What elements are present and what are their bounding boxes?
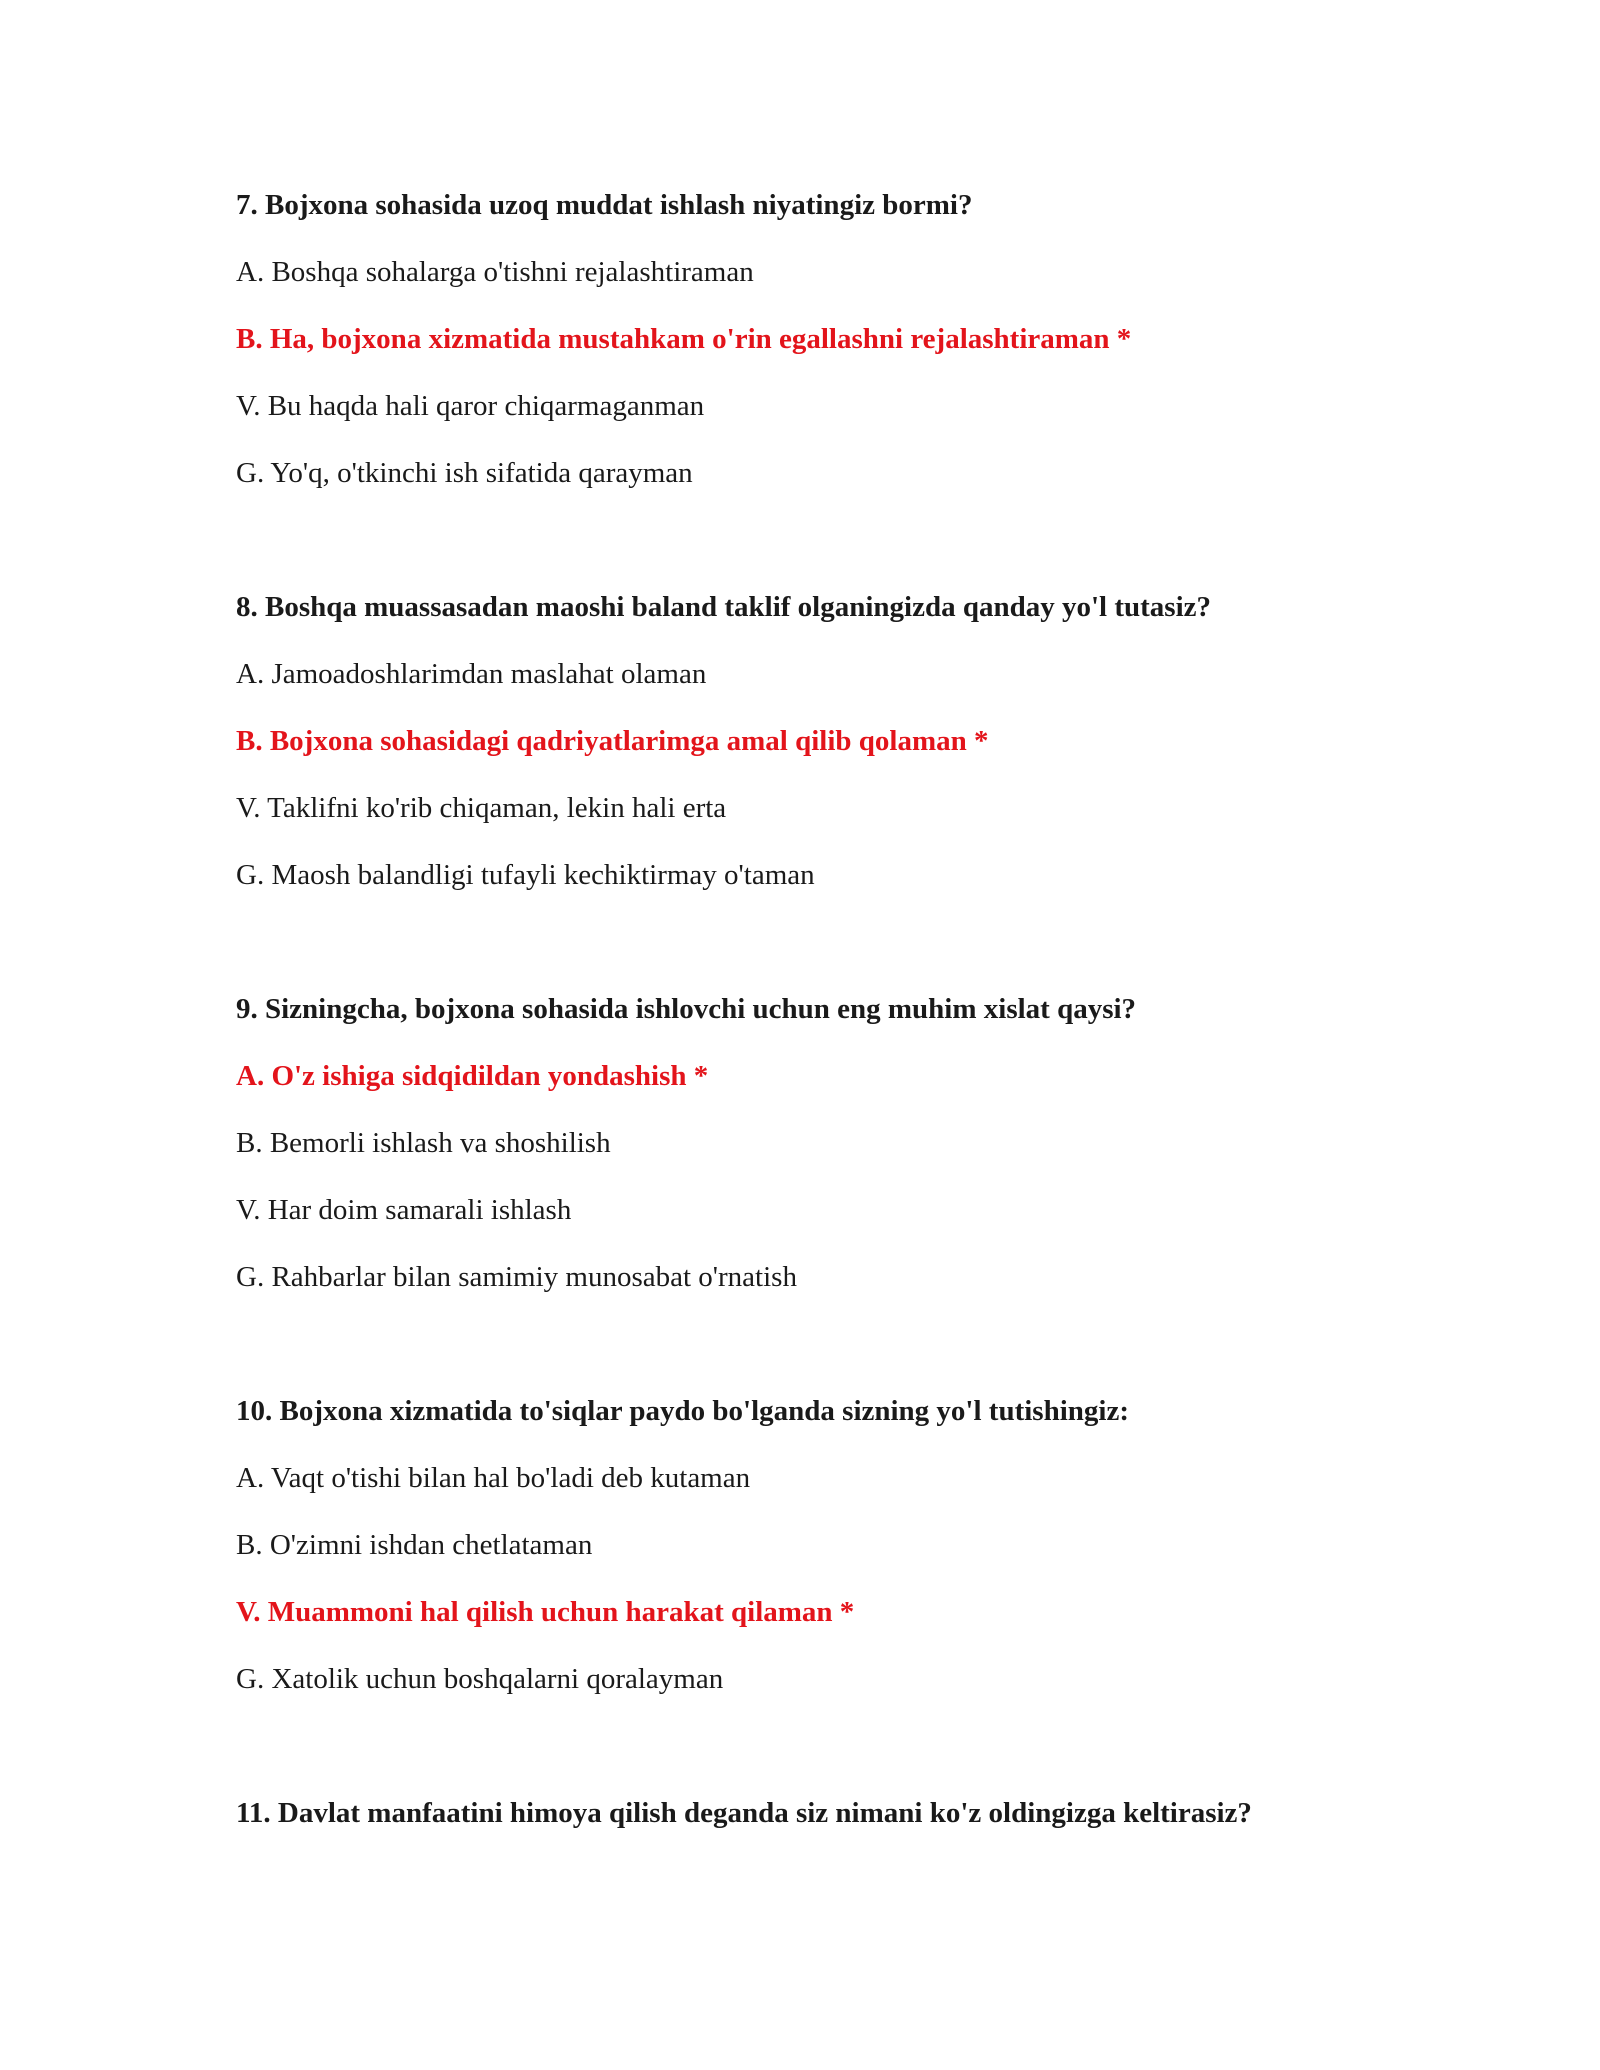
answer-option: G. Xatolik uchun boshqalarni qoralayman	[236, 1663, 724, 1695]
question-7	[236, 185, 1416, 493]
answer-option: G. Rahbarlar bilan samimiy munosabat o'rnatish	[236, 1261, 797, 1293]
answer-option: A. Boshqa sohalarga o'tishni rejalashtiraman	[236, 256, 754, 288]
correct-answer-option: A. O'z ishiga sidqidildan yondashish *	[236, 1060, 709, 1092]
answer-option: G. Yo'q, o'tkinchi ish sifatida qarayman	[236, 457, 693, 489]
correct-answer-option: B. Bojxona sohasidagi qadriyatlarimga amal qilib qolaman *	[236, 725, 989, 757]
answer-option: B. Bemorli ishlash va shoshilish	[236, 1127, 611, 1159]
question-title: 9. Sizningcha, bojxona sohasida ishlovchi uchun eng muhim xislat qaysi?	[236, 993, 1137, 1025]
question-title: 7. Bojxona sohasida uzoq muddat ishlash niyatingiz bormi?	[236, 189, 973, 221]
answer-option: V. Taklifni ko'rib chiqaman, lekin hali erta	[236, 792, 727, 824]
question-title: 10. Bojxona xizmatida to'siqlar paydo bo'lganda sizning yo'l tutishingiz:	[236, 1395, 1129, 1427]
question-spacer	[236, 520, 1416, 587]
question-8	[236, 587, 1416, 895]
answer-option: G. Maosh balandligi tufayli kechiktirmay o'taman	[236, 859, 815, 891]
question-title: 8. Boshqa muassasadan maoshi baland taklif olganingizda qanday yo'l tutasiz?	[236, 591, 1211, 623]
question-title: 11. Davlat manfaatini himoya qilish deganda siz nimani ko'z oldingizga keltirasiz?	[236, 1797, 1252, 1829]
question-spacer	[236, 1726, 1416, 1793]
correct-answer-option: B. Ha, bojxona xizmatida mustahkam o'rin egallashni rejalashtiraman *	[236, 323, 1132, 355]
answer-option: A. Jamoadoshlarimdan maslahat olaman	[236, 658, 707, 690]
answer-option: B. O'zimni ishdan chetlataman	[236, 1529, 593, 1561]
question-9	[236, 989, 1416, 1297]
answer-option: A. Vaqt o'tishi bilan hal bo'ladi deb kutaman	[236, 1462, 751, 1494]
question-list	[236, 185, 1416, 1860]
question-11	[236, 1793, 1416, 1833]
answer-option: V. Har doim samarali ishlash	[236, 1194, 572, 1226]
question-10	[236, 1391, 1416, 1699]
question-spacer	[236, 1324, 1416, 1391]
question-spacer	[236, 922, 1416, 989]
answer-option: V. Bu haqda hali qaror chiqarmaganman	[236, 390, 705, 422]
correct-answer-option: V. Muammoni hal qilish uchun harakat qilaman *	[236, 1596, 855, 1628]
